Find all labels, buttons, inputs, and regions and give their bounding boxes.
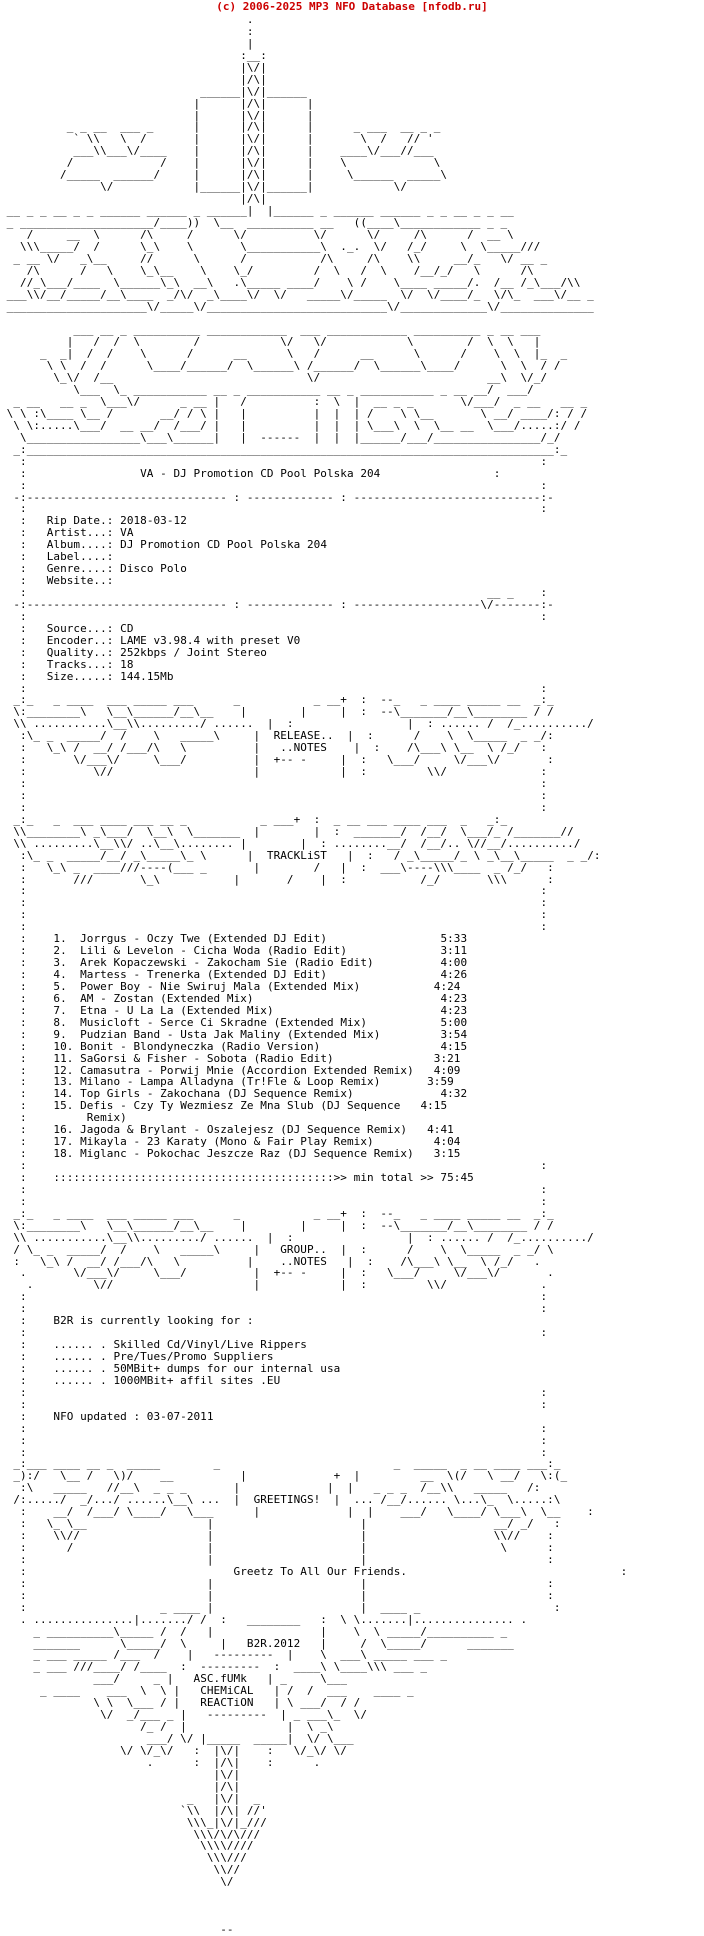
- footer-year: B2R.2012: [246, 1636, 301, 1650]
- track-title: Lili & Levelon - Cicha Woda (Radio Edit): [80, 944, 348, 958]
- track-num: 1.: [53, 932, 67, 946]
- track-num: 7.: [53, 1003, 67, 1017]
- track-title: Bonit - Blondyneczka (Radio Version): [80, 1039, 321, 1053]
- track-time: 4:26: [440, 968, 468, 981]
- track-num: 2.: [53, 944, 67, 958]
- rip-date-value: 2018-03-12: [120, 514, 187, 528]
- track-num: 5.: [53, 979, 67, 993]
- track-time: 4:04: [433, 1135, 461, 1149]
- track-title: Power Boy - Nie Swiruj Mala (Extended Mix): [80, 979, 361, 993]
- release-title: VA - DJ Promotion CD Pool Polska 204: [140, 466, 381, 480]
- footer-credit-1: ASC.fUMk: [193, 1672, 247, 1686]
- track-title: Top Girls - Zakochana (DJ Sequence Remix): [80, 1087, 354, 1101]
- quality-label: Quality..:: [46, 645, 114, 659]
- release-notes-title-1: RELEASE..: [273, 729, 334, 743]
- website-label: Website..:: [46, 574, 114, 588]
- track-num: 16.: [53, 1123, 74, 1137]
- track-time: 3:15: [433, 1147, 461, 1161]
- group-notes-item: ...... . Skilled Cd/Vinyl/Live Rippers: [53, 1338, 307, 1352]
- track-time: 5:33: [440, 932, 468, 946]
- source-label: Source...:: [46, 621, 114, 635]
- nfo-updated: NFO updated : 03-07-2011: [53, 1409, 214, 1423]
- track-title: Mikayla - 23 Karaty (Mono & Fair Play Remix): [80, 1135, 374, 1149]
- source-value: CD: [120, 621, 134, 635]
- track-title: Etna - U La La (Extended Mix): [80, 1003, 274, 1017]
- track-title: Arek Kopaczewski - Zakocham Sie (Radio Edit): [80, 956, 374, 970]
- group-notes-item: ...... . 1000MBit+ affil sites .EU: [53, 1373, 281, 1387]
- track-title: Jorrgus - Oczy Twe (Extended DJ Edit): [80, 932, 327, 946]
- track-num: 4.: [53, 968, 67, 981]
- track-time: 3:59: [427, 1075, 454, 1089]
- track-title: Miglanc - Pokochac Jeszcze Raz (DJ Sequence Remix): [80, 1147, 414, 1161]
- track-num: 17.: [53, 1135, 74, 1149]
- track-num: 15.: [53, 1099, 74, 1113]
- track-title: Camasutra - Porwij Mnie (Accordion Extended Remix): [80, 1063, 414, 1077]
- track-time: 3:54: [440, 1027, 468, 1041]
- group-notes-item: ...... . Pre/Tues/Promo Suppliers: [53, 1350, 274, 1363]
- track-time: 4:23: [440, 991, 468, 1005]
- track-title: Defis - Czy Ty Wezmiesz Ze Mna Slub (DJ Sequence: [80, 1099, 401, 1113]
- track-time: 4:23: [440, 1003, 468, 1017]
- track-num: 3.: [53, 956, 67, 970]
- album-value: DJ Promotion CD Pool Polska 204: [120, 538, 327, 552]
- track-title: Jagoda & Brylant - Oszalejesz (DJ Sequence Remix): [80, 1123, 408, 1137]
- track-time: 4:24: [433, 979, 461, 993]
- track-time: 4:41: [427, 1123, 454, 1137]
- track-title: Milano - Lampa Alladyna (Tr!Fle & Loop Remix): [80, 1075, 381, 1089]
- genre-value: Disco Polo: [120, 562, 187, 576]
- footer-credit-3: REACTiON: [200, 1696, 254, 1710]
- track-title: AM - Zostan (Extended Mix): [80, 991, 254, 1005]
- encoder-value: LAME v3.98.4 with preset V0: [120, 633, 301, 647]
- label-label: Label....:: [46, 550, 114, 564]
- group-notes-item: ...... . 50MBit+ dumps for our internal usa: [53, 1361, 341, 1375]
- track-time: 4:00: [440, 956, 468, 970]
- tracklist-title: TRACKLiST: [266, 848, 327, 862]
- track-num: 9.: [53, 1027, 67, 1041]
- artist-label: Artist...:: [46, 526, 114, 540]
- greetings-title: GREETINGS!: [253, 1493, 321, 1507]
- greetings-text: Greetz To All Our Friends.: [233, 1564, 408, 1578]
- track-title: SaGorsi & Fisher - Sobota (Radio Edit): [80, 1051, 334, 1065]
- size-value: 144.15Mb: [120, 669, 174, 683]
- artist-value: VA: [120, 526, 134, 540]
- rip-date-label: Rip Date.:: [46, 514, 114, 528]
- track-num: 14.: [53, 1087, 74, 1101]
- tracks-value: 18: [120, 657, 134, 671]
- tracks-label: Tracks...:: [46, 657, 114, 671]
- track-num: 8.: [53, 1015, 67, 1029]
- nfo-document: . : | :__: |\/| |/\| ______|\/|______ | |/\| | | |\/| | _ _ __ ___ _ | |/\| | _ ___ __ _ _ ` \\ \ / | |\/| | \ / // ' ___\\___\/____ | |/\| | ____\/___//___ / / | |\/| | \ \ /_____ ______/ | |/\| | \______ _____\ \/ |______|\/|______| \/ |/\| __ _ _ __ _ _ ______ ______ _ ______| |______ _ ______ ______ _ _ __ _ _ __ _ ____________________/____)) \__ __________ __ ((____\____________ _ _ / __ \ /\ / \/ \/ \/ /\ / __ \ \\\_____/ / \_\ \ \___________\ ._. \/ /_/ \ \_____/// _ __ \/ _\__ // \ / /\ /\ \\ __/_ \/ __ _ /\ / \ \_\__ \ \_/ / \ / \ /__/_/ \ /\ //_\___/____ \______\_\ __\ .\_____ ____/ \ / \____ _____/. /__ /_\___/\\ ___\\/__/_____/__\____ _/\/ _\____\/ \/ _____\/_____ \/ \/____/_ \/\_ ___\/__ _ _____________________\/_____\/___________________________\/_____________\/______________ ___ __ _ __________ ____________ ___ ____________ __________ _ __ ___ | / / \ / \/ \/ \ / \ \ | _ _| / / \ / __ \ / __ \ / \ \ |_ _ \ \ / / \____/______/ \______\ /______/ \______\____/ \ \ / / \_\/ /__ \/ __\ \/_/ \___ \_ ___________ __ _ ___________ __ _ ___________ _ __ __/ ___/ _ __ __ _ \___\/ _ __ | / : \ | __ _ _ \/___/ _ __ __ _ \ \ :\____ \__ / __/ / \ | | | | | / \ \__ \ __/ ____/: / / \ \:.....\___/ __ __/ /___/ | | | | | \___\ \ \__ __ \___/.....:/ / \_________________\___\______| | ------ | | |______/___/________________/_/ _:_______________________________________________________________________________:_ : : : VA - DJ Promotion CD Pool Polska 204 : : : -:------------------------------ : ------------- : ----------------------------:- : : : Rip Date.: 2018-03-12 : Artist...: VA : Album....: DJ Promotion CD Pool Polska 204 : Label....: : Genre....: Disco Polo : Website..: : __ _ : -:------------------------------ : ------------- : -------------------\/-------:- : : : Source...: CD : Encoder..: LAME v3.98.4 with preset V0 : Quality..: 252kbps / Joint Stereo : Tracks...: 18 : Size.....: 144.15Mb : : _:_ _ ____ ___ _____ ___ _ _ __+ : --_ _ ____ _____ __ _:_ \:________\ \__\______/__\__ | | | : --\_______/__\________ / / \\ ...........\__\\........./ ...... | : | : ...... / /_........../ :\_ _ _____/ / \ _____\ | RELEASE.. | : / \ \_____ _ _/: : \_\ / __/ /___/\ \ | ..NOTES | : /\___\ \__ \ /_/ : : \/___\/ \___/ | +-- - | : \___/ \/___\/ : : \// | | : \\/ : : : : : : : _:_ _ ___ ____ ___ __ _ _ ___+ : _ __ ___ ____ ___ _ _:_ \\________\ _\___/ \__\ \_______ | | : _______/ /__/ \___/_ /_______// \\ .........\__\\/ ..\__\........ | | : ........__/ /__/.. \//__/........../ :\_ _ _____/__/ _\_____\_ \ | TRACKLiST | : / _\_____/_ \ _\__\_____ _ _/: : \_\ _ ____///----(___ _ | / | : ___\----\\\____ _ /_/ : : /// \_\ | / | : /_/ \\\ : : : : : : : : : : 1. Jorrgus - Oczy Twe (Extended DJ Edit) 5:33 : 2. Lili & Levelon - Cicha Woda (Radio Edit) 3:11 : 3. Arek Kopaczewski - Zakocham Sie (Radio Edit) 4:00 : 4. Martess - Trenerka (Extended DJ Edit) 4:26 : 5. Power Boy - Nie Swiruj Mala (Extended Mix) 4:24 : 6. AM - Zostan (Extended Mix) 4:23 : 7. Etna - U La La (Extended Mix) 4:23 : 8. Musicloft - Serce Ci Skradne (Extended Mix) 5:00 : 9. Pudzian Band - Usta Jak Maliny (Extended Mix) 3:54 : 10. Bonit - Blondyneczka (Radio Version) 4:15 : 11. SaGorsi & Fisher - Sobota (Radio Edit) 3:21 : 12. Camasutra - Porwij Mnie (Accordion Extended Remix) 4:09 : 13. Milano - Lampa Alladyna (Tr!Fle & Loop Remix) 3:59 : 14. Top Girls - Zakochana (DJ Sequence Remix) 4:32 : 15. Defis - Czy Ty Wezmiesz Ze Mna Slub (DJ Sequence 4:15 : Remix) : 16. Jagoda & Brylant - Oszalejesz (DJ Sequence Remix) 4:41 : 17. Mikayla - 23 Karaty (Mono & Fair Play Remix) 4:04 : 18. Miglanc - Pokochac Jeszcze Raz (DJ Sequence Remix) 3:15 : : : ::::::::::::::::::::::::::::::::::::::::::>> min total >> 75:45 : : : : _:_ _ ____ ___ _____ ___ _ _ __+ : --_ _ ____ _____ __ _:_ \:________\ \__\______/__\__ | | | : --\_______/__\________ / / \\ ...........\__\\........./ ...... | : | : ...... / /_........../ / \_ _ _____/ / \ _____\ | GROUP.. | : / \ \_____ _ _/ \ : \_\ / __/ /___/\ \ | ..NOTES | : /\___\ \__ \ /_/ . . \/___\/ \___/ | +-- - | : \___/ \/___\/ . . \// | | : \\/ . : : : : : B2R is currently looking for : : : : ...... . Skilled Cd/Vinyl/Live Rippers : ...... . Pre/Tues/Promo Suppliers : ...... . 50MBit+ dumps for our internal usa : ...... . 1000MBit+ affil sites .EU : : : : : NFO updated : 03-07-2011 : : : : : : _:___ ____ __ _ _____ _ _ _____ _ __ ____ ___:_ _):/ \__ / \)/ __ | + | __ \(/ \ __/ \:(_ :\ _____ //__\ _ _ _ | | | _ _ _ /__\\ _____ /: /:...../ _/.../ ......\__\ ... | GREETINGS! | ... /__/...... \...\_ \.....:\ : __/ /___/ \____/ \___ | | | ___/ \____/ \___\ \__ : : \_ \__ | | __/ _/ : : \\// | | \\// : : / | | \ : : | | : : Greetz To All Our Friends. : : | | : : | | : : _ ____ | | ____ _ : . ...............|......./ / : ________ : \ \.......|............... . _ __________\_____ / / | | \ \ _____/__________ _ _______ \_____/ \ | B2R.2012 | / \_____/ _______ _ ___ _____ /___ / | --------- | \ ___\ _____ ___ _ _ ___ ///____/ /____ : --------- : ____\ \____\\\ ___ _ ___/ _ | ASC.fUMk | _ \___ _ ____ ___ \ \ | CHEMiCAL | / / ___ ____ _ \ \ \___ / | REACTiON | \ ___/ / / \/ _/___ _ | --------- | _ ___\_ \/ /_ / | | \ _\ ___/ \/ |_____ _____| \/ \___ \/ \/_\/ : |\/| : \/_\/ \/ . : |/\| : . |\/| |/\| _ |\/| _ `\\ |/\| //' \\\_|\/|_/// \\\/\/\/// \\\\//// \\\/// \\// \/ --: [0, 14, 628, 1936]
- size-label: Size.....:: [46, 669, 114, 683]
- track-time: 3:21: [433, 1051, 461, 1065]
- track-num: 12.: [53, 1063, 74, 1077]
- track-time: 4:15: [440, 1039, 468, 1053]
- genre-label: Genre....:: [46, 562, 114, 576]
- group-notes-title-2: ..NOTES: [280, 1254, 327, 1268]
- track-title-continued: Remix): [86, 1111, 127, 1125]
- track-time: 3:11: [440, 944, 468, 958]
- footer-credit-2: CHEMiCAL: [200, 1684, 254, 1698]
- release-notes-title-2: ..NOTES: [280, 741, 327, 755]
- total-label: min total >>: [353, 1170, 434, 1184]
- album-label: Album....:: [46, 538, 114, 552]
- group-notes-intro: B2R is currently looking for :: [53, 1314, 254, 1328]
- track-num: 13.: [53, 1075, 74, 1089]
- total-time: 75:45: [440, 1170, 474, 1184]
- track-time: 5:00: [440, 1015, 468, 1029]
- group-notes-title-1: GROUP..: [280, 1242, 327, 1256]
- track-time: 4:32: [440, 1087, 468, 1101]
- site-copyright-header: (c) 2006-2025 MP3 NFO Database [nfodb.ru]: [216, 0, 488, 13]
- track-num: 18.: [53, 1147, 74, 1161]
- track-time: 4:09: [433, 1063, 461, 1077]
- track-title: Pudzian Band - Usta Jak Maliny (Extended Mix): [80, 1027, 381, 1041]
- track-num: 10.: [53, 1039, 74, 1053]
- track-num: 6.: [53, 991, 67, 1005]
- encoder-label: Encoder..:: [46, 633, 114, 647]
- track-title: Musicloft - Serce Ci Skradne (Extended Mix): [80, 1015, 368, 1029]
- quality-value: 252kbps / Joint Stereo: [120, 645, 267, 659]
- track-title: Martess - Trenerka (Extended DJ Edit): [80, 968, 327, 981]
- track-time: 4:15: [420, 1099, 448, 1113]
- track-num: 11.: [53, 1051, 74, 1065]
